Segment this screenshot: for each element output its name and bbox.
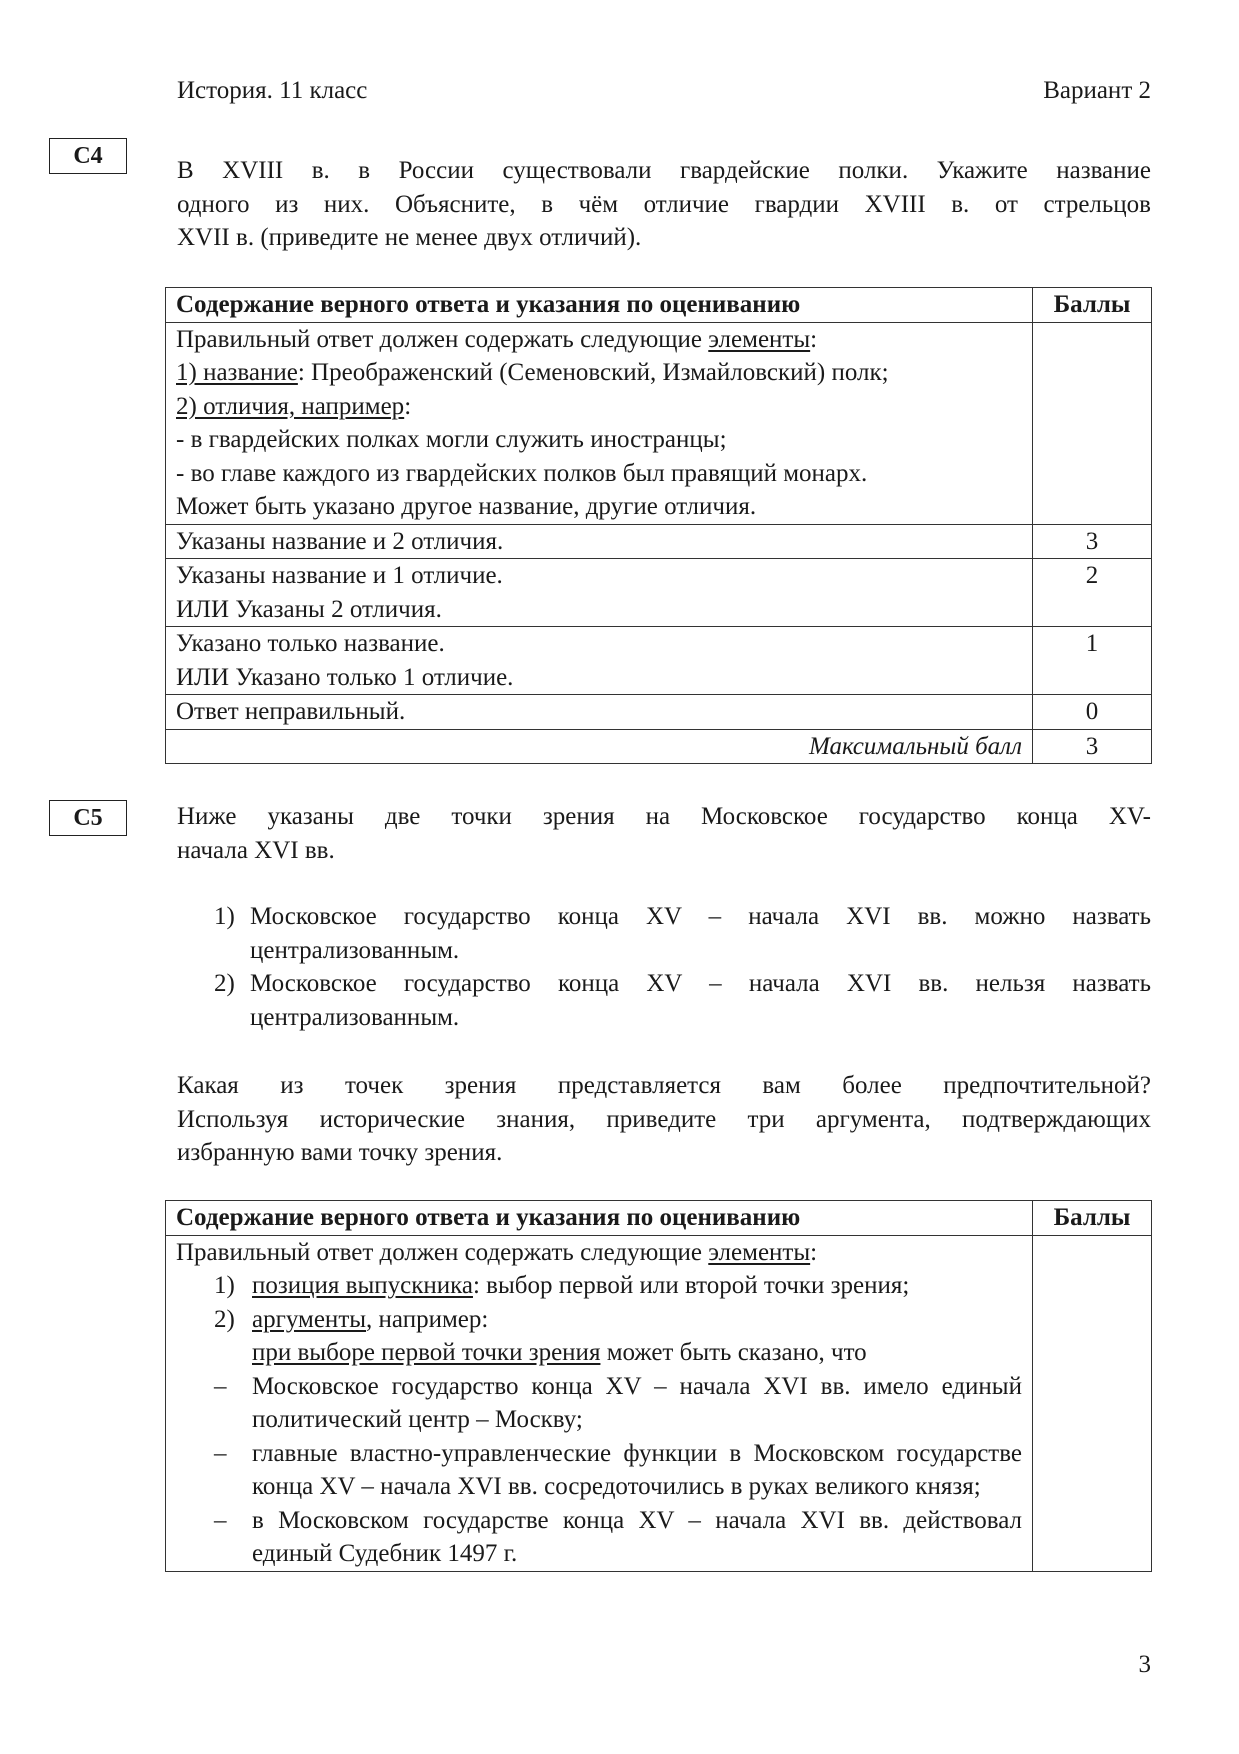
answer-intro-underlined: элементы xyxy=(708,1238,811,1266)
answer-intro-end: : xyxy=(810,325,818,353)
answer-intro: Правильный ответ должен содержать следующие xyxy=(176,325,709,353)
c5-question-line: избранную вами точку зрения. xyxy=(177,1139,503,1166)
c5-intro-line: Ниже указаны две точки зрения на Московское государство конца XV- xyxy=(177,803,1151,830)
criterion-text: ИЛИ Указано только 1 отличие. xyxy=(176,663,514,691)
argument-text: главные властно-управленческие функции в Московском государстве конца XV – начала XVI вв. сосредоточились в руках великого князя; xyxy=(252,1439,1022,1500)
criterion-score: 1 xyxy=(1033,627,1152,695)
answer-choice-text: может быть сказано, что xyxy=(600,1339,867,1366)
table-header-row xyxy=(166,288,1152,323)
table-row-answer xyxy=(166,1235,1152,1571)
answer-cell xyxy=(166,322,1033,524)
answer-intro-end: : xyxy=(810,1238,818,1266)
point-text: Московское государство конца XV – начала XVI вв. нельзя назвать централизованным. xyxy=(250,970,1151,1031)
table-row-answer xyxy=(166,322,1152,524)
answer-intro: Правильный ответ должен содержать следующие xyxy=(176,1238,709,1266)
header-content: Содержание верного ответа и указания по оцениванию xyxy=(166,1201,1033,1236)
header-score: Баллы xyxy=(1033,288,1152,323)
answer-item1-label: 1) название xyxy=(176,359,298,386)
answer-item-number: 2) xyxy=(214,1305,235,1333)
dash-bullet: – xyxy=(214,1372,227,1400)
c5-question-line: Используя исторические знания, приведите три аргумента, подтверждающих xyxy=(177,1105,1151,1133)
answer-item2-label: 2) отличия, например xyxy=(176,392,405,420)
table-row-max xyxy=(166,729,1152,764)
criterion-text: ИЛИ Указаны 2 отличия. xyxy=(176,595,442,623)
header-content: Содержание верного ответа и указания по оцениванию xyxy=(166,288,1033,323)
header-subject: История. 11 класс xyxy=(177,77,368,104)
criterion-text: Ответ неправильный. xyxy=(176,698,406,725)
criterion-text: Указаны название и 1 отличие. xyxy=(176,562,503,589)
c5-scoring-table xyxy=(165,1200,1152,1572)
point-number: 2) xyxy=(214,970,235,997)
list-item xyxy=(214,900,1151,967)
list-item xyxy=(176,1370,1022,1437)
answer-intro-underlined: элементы xyxy=(708,325,811,353)
answer-item2-label: аргументы xyxy=(252,1305,367,1333)
dash-bullet: – xyxy=(214,1506,227,1534)
criterion-score: 2 xyxy=(1033,559,1152,627)
header-score: Баллы xyxy=(1033,1201,1152,1236)
table-header-row xyxy=(166,1201,1152,1236)
c4-question-line: одного из них. Объясните, в чём отличие гвардии XVIII в. от стрельцов xyxy=(177,190,1151,218)
answer-dash-item: - во главе каждого из гвардейских полков был правящий монарх. xyxy=(176,459,868,487)
answer-cell xyxy=(166,1235,1033,1571)
c5-intro-line: начала XVI вв. xyxy=(177,836,335,864)
criterion-text: Указаны название и 2 отличия. xyxy=(176,527,504,555)
answer-item1-text: : выбор первой или второй точки зрения; xyxy=(472,1272,910,1299)
criterion-text: Указано только название. xyxy=(176,630,445,657)
answer-item2-end: : xyxy=(404,392,412,420)
list-item xyxy=(176,1437,1022,1504)
table-row xyxy=(166,627,1152,695)
table-row xyxy=(166,524,1152,559)
argument-text: Московское государство конца XV – начала XVI вв. имело единый политический центр – Москву; xyxy=(252,1372,1022,1433)
answer-note: Может быть указано другое название, другие отличия. xyxy=(176,493,757,520)
point-number: 1) xyxy=(214,903,235,930)
c4-scoring-table xyxy=(165,287,1152,764)
list-item xyxy=(176,1504,1022,1571)
page-number: 3 xyxy=(1138,1651,1151,1678)
task-label-c5: С5 xyxy=(49,800,127,836)
max-score-value: 3 xyxy=(1033,729,1152,764)
answer-score-cell xyxy=(1033,322,1152,524)
header-variant: Вариант 2 xyxy=(1043,77,1151,104)
c5-question-line: Какая из точек зрения представляется вам более предпочтительной? xyxy=(177,1072,1151,1099)
c4-question-line: XVII в. (приведите не менее двух отличий). xyxy=(177,224,642,251)
table-row xyxy=(166,695,1152,730)
task-label-c4: С4 xyxy=(49,138,127,174)
argument-text: в Московском государстве конца XV – начала XVI вв. действовал единый Судебник 1497 г. xyxy=(252,1506,1022,1567)
list-item xyxy=(214,967,1151,1034)
c5-question xyxy=(177,1069,1151,1170)
answer-score-cell xyxy=(1033,1235,1152,1571)
criterion-score: 0 xyxy=(1033,695,1152,730)
answer-item-number: 1) xyxy=(214,1272,235,1299)
answer-item1-text: : Преображенский (Семеновский, Измайловский) полк; xyxy=(297,359,889,386)
c5-points xyxy=(177,900,1151,1034)
answer-item2-text: , например: xyxy=(366,1305,489,1333)
max-score-label: Максимальный балл xyxy=(166,729,1033,764)
c4-question-line: В XVIII в. в России существовали гвардейские полки. Укажите название xyxy=(177,157,1151,184)
answer-dash-item: - в гвардейских полках могли служить иностранцы; xyxy=(176,426,727,453)
dash-bullet: – xyxy=(214,1439,227,1467)
answer-item1-label: позиция выпускника xyxy=(252,1272,473,1299)
table-row xyxy=(166,559,1152,627)
c5-intro xyxy=(177,800,1151,867)
c4-question xyxy=(177,154,1151,255)
answer-choice-label: при выборе первой точки зрения xyxy=(252,1339,601,1366)
point-text: Московское государство конца XV – начала XVI вв. можно назвать централизованным. xyxy=(250,903,1151,964)
criterion-score: 3 xyxy=(1033,524,1152,559)
